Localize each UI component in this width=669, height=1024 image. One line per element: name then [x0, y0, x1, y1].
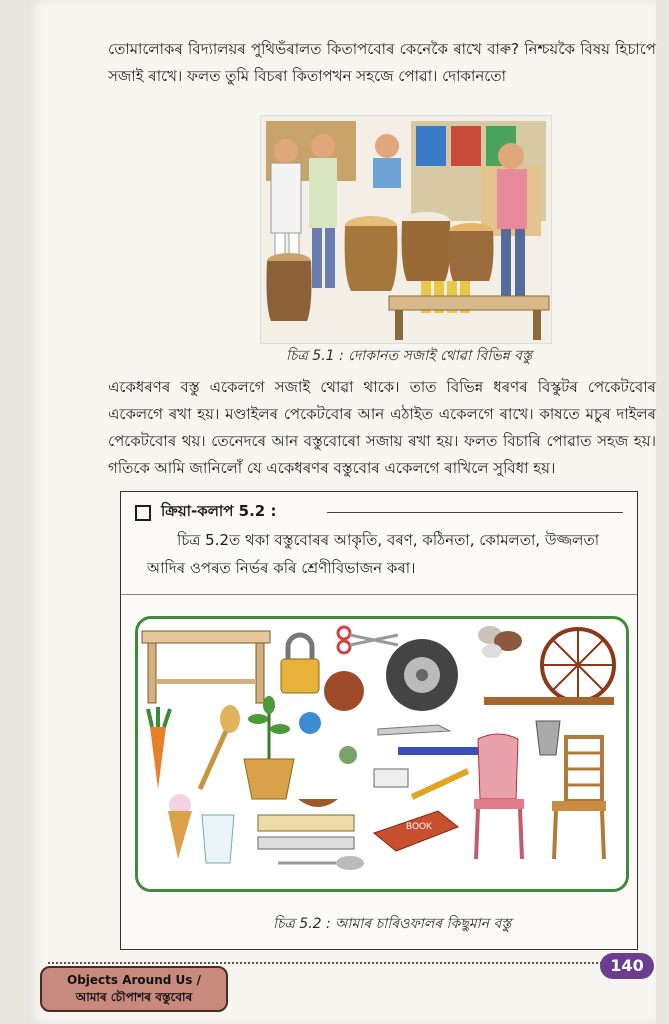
- padlock-icon: [281, 635, 319, 693]
- chapter-title-assamese: আমাৰ চৌপাশৰ বস্তুবোৰ: [75, 990, 193, 1004]
- checkbox-icon: [135, 505, 151, 521]
- potted-plant-icon: [244, 696, 294, 799]
- tyre-icon: [386, 639, 458, 711]
- scissors-icon: [338, 627, 398, 653]
- knife-icon: [378, 725, 450, 735]
- activity-title: ক্ৰিয়া-কলাপ 5.2 :: [161, 502, 277, 520]
- chapter-title-english: Objects Around Us /: [67, 973, 201, 987]
- plastic-chair-icon: [474, 734, 524, 859]
- shop-illustration: [260, 115, 552, 344]
- textbook-page: [28, 0, 656, 1024]
- wooden-chair-icon: [552, 737, 606, 859]
- table-icon: [142, 631, 270, 703]
- book-icon: [374, 811, 458, 851]
- activity-box: [120, 491, 638, 950]
- figure-5-1-caption: চিত্ৰ 5.1 : দোকানত সজাই থোৱা বিভিন্ন বস্তু: [286, 348, 533, 364]
- footer-dotted-rule: [48, 962, 618, 964]
- marble-icon-2: [339, 746, 357, 764]
- shopkeeper-figure: [373, 134, 401, 188]
- cricket-ball-icon: [324, 671, 364, 711]
- carrot-icon: [148, 707, 170, 789]
- figure-5-2-caption: চিত্ৰ 5.2 : আমাৰ চাৰিওফালৰ কিছুমান বস্তু: [273, 916, 512, 932]
- wooden-spoon-icon: [200, 705, 240, 789]
- glass-icon: [202, 815, 234, 863]
- activity-heading: [135, 500, 276, 525]
- pencil-icon: [412, 771, 468, 797]
- objects-illustration: [135, 616, 629, 892]
- ice-cream-cone-icon: [168, 794, 192, 859]
- marble-icon: [299, 712, 321, 734]
- scale-icon: [258, 837, 354, 849]
- steel-tumbler-icon: [536, 721, 560, 755]
- heading-rule: [327, 512, 623, 513]
- clay-lamp-icon: [298, 799, 338, 807]
- stones-icon: [478, 626, 522, 658]
- book-cover-label: BOOK: [406, 821, 433, 831]
- divider: [121, 594, 637, 595]
- intro-paragraph: তোমালোকৰ বিদ্যালয়ৰ পুথিভঁৰালত কিতাপবোৰ কেনেকৈ ৰাখে বাৰু? নিশ্চয়কৈ বিষয় হিচাপে সজাই ৰাখে। ফলত তুমি বিচৰা কিতাপখন সহজে পোৱা। দোকানতো: [108, 40, 656, 85]
- ruler-icon: [258, 815, 354, 831]
- chapter-footer-tab: [40, 966, 228, 1012]
- metal-spoon-icon: [278, 856, 364, 870]
- activity-instruction: চিত্ৰ 5.2ত থকা বস্তুবোৰৰ আকৃতি, বৰণ, কঠিনতা, কোমলতা, উজ্জলতা আদিৰ ওপৰত নিৰ্ভৰ কৰি শ্ৰেণীবিভাজন কৰা।: [147, 531, 600, 577]
- eraser-icon: [374, 769, 408, 787]
- page-number-badge: 140: [600, 953, 654, 979]
- body-paragraph: একেধৰণৰ বস্তু একেলগে সজাই থোৱা থাকে। তাত বিভিন্ন ধৰণৰ বিস্কুটৰ পেকেটবোৰ একেলগে ৰখা হয়। মণ্ডাইলৰ পেকেটবোৰ আন এঠাইত একেলগে ৰাখে। কাষতে মচুৰ দাইলৰ পেকেটবোৰ থয়। তেনেদৰে আন বস্তুবোৰো সজায় ৰখা হয়। ফলত বিচাৰি পোৱাত সহজ হয়। গতিকে আমি জানিলোঁ যে একেধৰণৰ বস্তুবোৰ একেলগে ৰাখিলে সুবিধা হয়।: [108, 378, 656, 477]
